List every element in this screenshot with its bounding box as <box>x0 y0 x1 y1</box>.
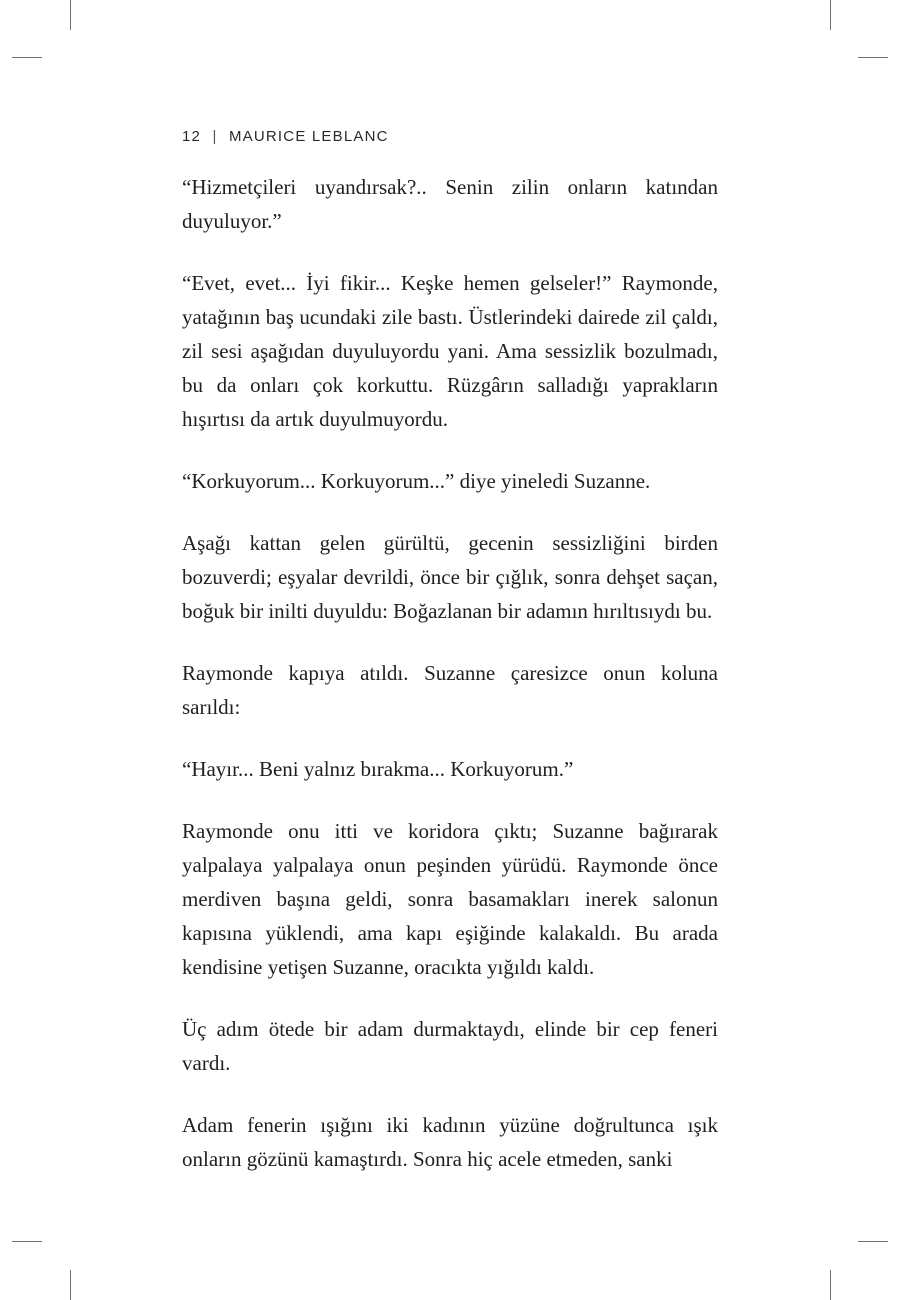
paragraph: “Hizmetçileri uyandırsak?.. Senin zilin onların katından duyuluyor.” <box>182 175 718 233</box>
body-text <box>182 170 718 1204</box>
author-name: MAURICE LEBLANC <box>228 128 389 145</box>
crop-mark-top-right <box>830 0 831 30</box>
paragraph: Adam fenerin ışığını iki kadının yüzüne doğrultunca ışık onların gözünü kamaştırdı. Sonra hiç acele etmeden, sanki <box>182 1113 718 1171</box>
paragraph: Aşağı kattan gelen gürültü, gecenin sessizliğini birden bozuverdi; eşyalar devrildi, önce bir çığlık, sonra dehşet saçan, boğuk bir inilti duyuldu: Boğazlanan bir adamın hırıltısıydı bu. <box>182 531 718 623</box>
crop-mark-bottom-left-horizontal <box>12 1241 42 1242</box>
crop-mark-top-left <box>70 0 71 30</box>
running-head <box>182 128 389 145</box>
paragraph: “Evet, evet... İyi fikir... Keşke hemen gelseler!” Raymonde, yatağının baş ucundaki zile bastı. Üstlerindeki dairede zil çaldı, zil sesi aşağıdan duyuluyordu yani. Ama sessizlik bozulmadı, bu da onları çok korkuttu. Rüzgârın salladığı yaprakların hışırtısı da artık duyulmuyordu. <box>182 271 718 431</box>
crop-mark-top-right-horizontal <box>858 57 888 58</box>
paragraph: “Hayır... Beni yalnız bırakma... Korkuyorum.” <box>182 757 574 781</box>
paragraph: Üç adım ötede bir adam durmaktaydı, elinde bir cep feneri vardı. <box>182 1017 718 1075</box>
crop-mark-bottom-right <box>830 1270 831 1300</box>
header-separator: | <box>212 128 218 145</box>
paragraph: “Korkuyorum... Korkuyorum...” diye yineledi Suzanne. <box>182 469 651 493</box>
page-number: 12 <box>182 128 202 145</box>
paragraph: Raymonde kapıya atıldı. Suzanne çaresizce onun koluna sarıldı: <box>182 661 718 719</box>
crop-mark-bottom-left <box>70 1270 71 1300</box>
crop-mark-top-left-horizontal <box>12 57 42 58</box>
crop-mark-bottom-right-horizontal <box>858 1241 888 1242</box>
paragraph: Raymonde onu itti ve koridora çıktı; Suzanne bağırarak yalpalaya yalpalaya onun peşinden yürüdü. Raymonde önce merdiven başına geldi, sonra basamakları inerek salonun kapısına yüklendi, ama kapı eşiğinde kalakaldı. Bu arada kendisine yetişen Suzanne, oracıkta yığıldı kaldı. <box>182 819 718 979</box>
